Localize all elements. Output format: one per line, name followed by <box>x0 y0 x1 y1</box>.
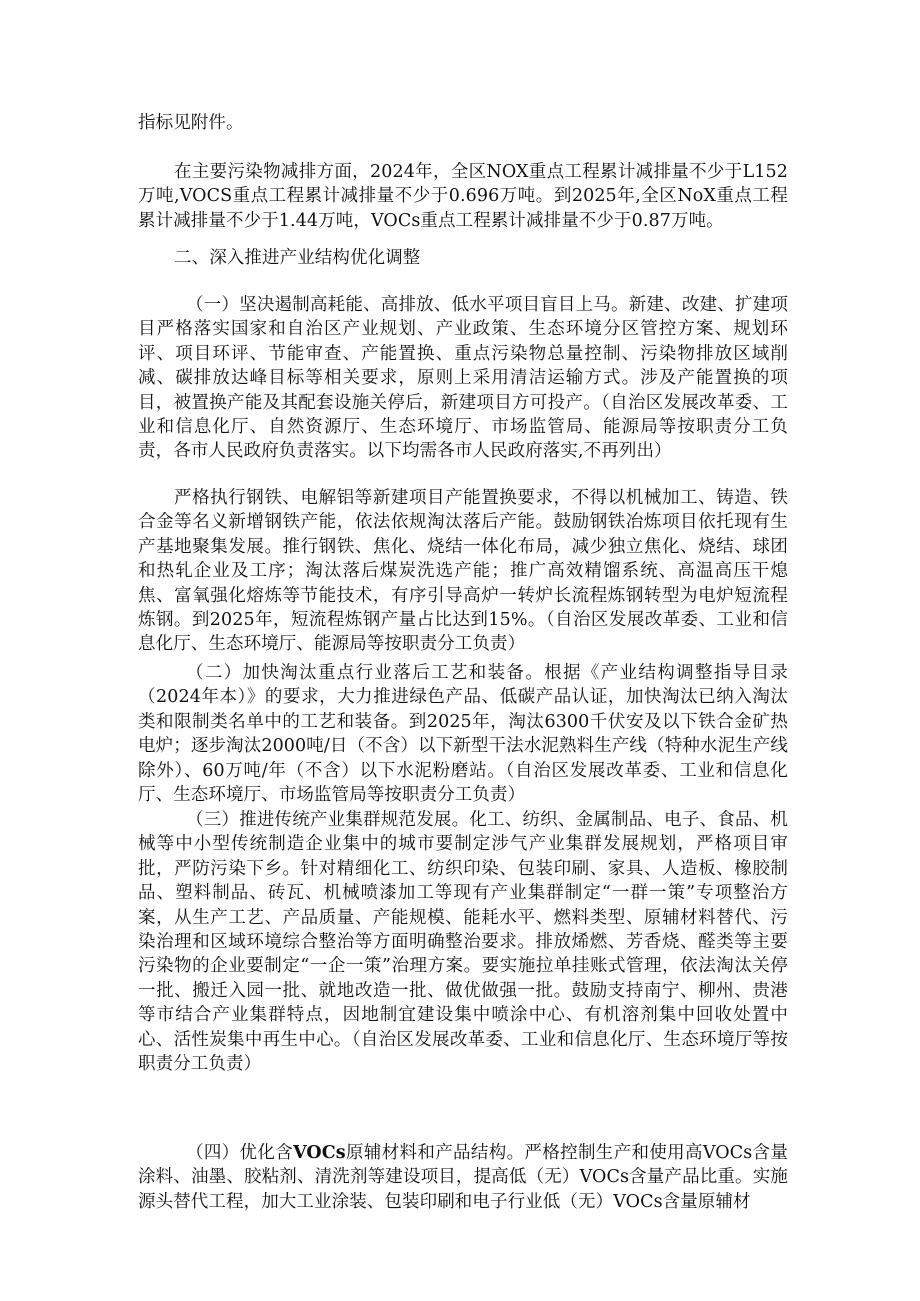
paragraph-item-3-industrial-clusters: （三）推进传统产业集群规范发展。化工、纺织、金属制品、电子、食品、机械等中小型传统制造企业集中的城市要制定涉气产业集群发展规划，严格项目审批，严防污染下乡。针对精细化工、纺织印染、包装印刷、家具、人造板、橡胶制品、塑料制品、砖瓦、机械喷漆加工等现有产业集群制定“一群一策”专项整治方案，从生产工艺、产品质量、产能规模、能耗水平、燃料类型、原辅材料替代、污染治理和区域环境综合整治等方面明确整治要求。排放烯燃、芳香烧、醛类等主要污染物的企业要制定“一企一策”治理方案。要实施拉单挂账式管理，依法淘汰关停一批、搬迁入园一批、就地改造一批、做优做强一批。鼓励支持南宁、柳州、贵港等市结合产业集群特点，因地制宜建设集中喷涂中心、有机溶剂集中回收处置中心、活性炭集中再生中心。（自治区发展改革委、工业和信息化厅、生态环境厅等按职责分工负责） <box>138 810 788 1075</box>
paragraph-emission-reduction: 在主要污染物减排方面，2024年，全区NOX重点工程累计减排量不少于L152万吨,VOCS重点工程累计减排量不少于0.696万吨。到2025年,全区NoX重点工程累计减排量不少于1.44万吨，VOCs重点工程累计减排量不少于0.87万吨。 <box>138 162 788 231</box>
paragraph-attachment-note: 指标见附件。 <box>138 113 244 133</box>
vocs-paragraph-body: 原辅材料和产品结构。严格控制生产和使用高VOCs含量涂料、油墨、胶粘剂、清洗剂等建设项目，提高低（无）VOCs含量产品比重。实施源头替代工程，加大工业涂装、包装印刷和电子行业低（无）VOCs含量原辅材 <box>138 1143 788 1212</box>
section-heading-industry-structure: 二、深入推进产业结构优化调整 <box>174 248 421 268</box>
paragraph-steel-capacity: 严格执行钢铁、电解铝等新建项目产能置换要求，不得以机械加工、铸造、铁合金等名义新增钢铁产能，依法依规淘汰落后产能。鼓励钢铁冶炼项目依托现有生产基地聚集发展。推行钢铁、焦化、烧结一体化布局，减少独立焦化、烧结、球团和热轧企业及工序；淘汰落后煤炭洗选产能；推广高效精馏系统、高温高压干熄焦、富氧强化熔炼等节能技术，有序引导高炉一转炉长流程炼钢转型为电炉短流程炼钢。到2025年，短流程炼钢产量占比达到15%。（自治区发展改革委、工业和信息化厅、生态环境厅、能源局等按职责分工负责） <box>138 488 788 655</box>
paragraph-item-1-curb-projects: （一）坚决遏制高耗能、高排放、低水平项目盲目上马。新建、改建、扩建项目严格落实国家和自治区产业规划、产业政策、生态环境分区管控方案、规划环评、项目环评、节能审查、产能置换、重点污染物总量控制、污染物排放区域削减、碳排放达峰目标等相关要求，原则上采用清洁运输方式。涉及产能置换的项目，被置换产能及其配套设施关停后，新建项目方可投产。（自治区发展改革委、工业和信息化厅、自然资源厅、生态环境厅、市场监管局、能源局等按职责分工负责，各市人民政府负责落实。以下均需各市人民政府落实,不再列出） <box>138 295 788 462</box>
paragraph-item-4-vocs-materials <box>138 1141 788 1214</box>
paragraph-item-2-eliminate-backward: （二）加快淘汰重点行业落后工艺和装备。根据《产业结构调整指导目录（2024年本）》的要求，大力推进绿色产品、低碳产品认证，加快淘汰已纳入淘汰类和限制类名单中的工艺和装备。到2025年，淘汰6300千伏安及以下铁合金矿热电炉；逐步淘汰2000吨/日（不含）以下新型干法水泥熟料生产线（特种水泥生产线除外）、60万吨/年（不含）以下水泥粉磨站。（自治区发展改革委、工业和信息化厅、生态环境厅、市场监管局等按职责分工负责） <box>138 663 788 806</box>
vocs-paragraph-prefix: （四）优化含 <box>186 1143 294 1163</box>
vocs-bold-term: VOCs <box>293 1143 346 1163</box>
